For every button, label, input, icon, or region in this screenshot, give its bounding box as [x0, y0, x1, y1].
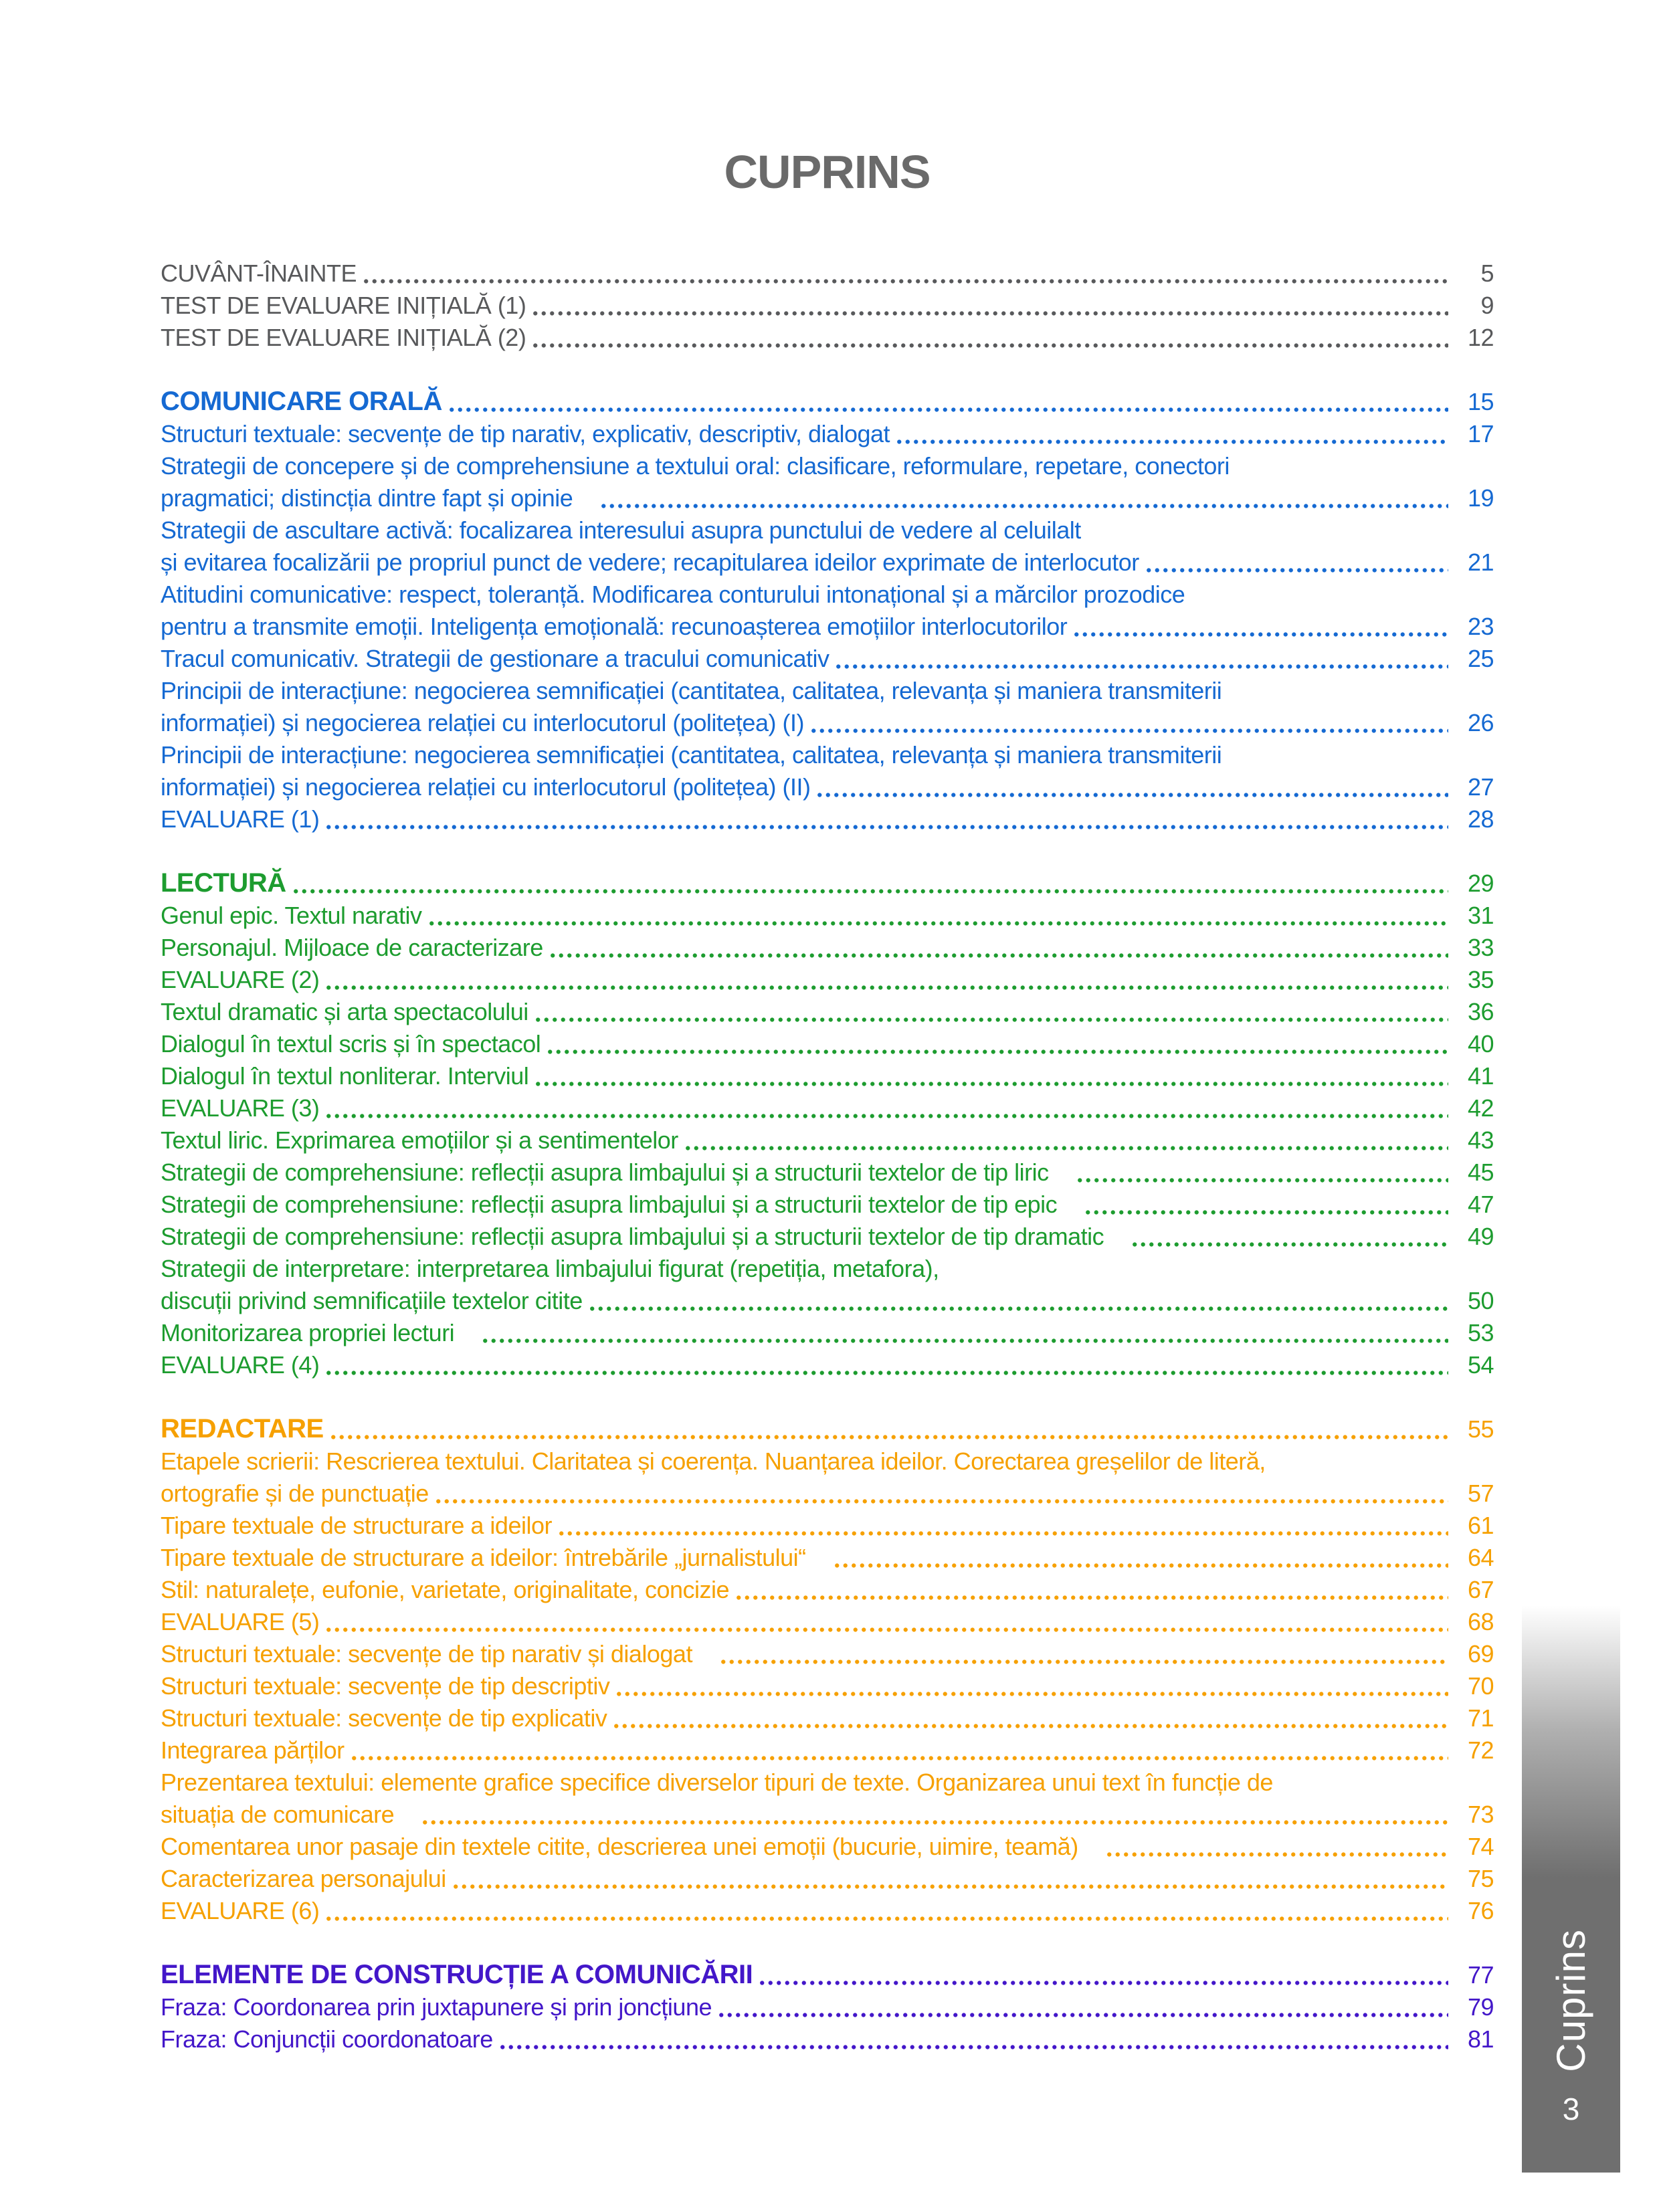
toc-entry-label: CUVÂNT-ÎNAINTE: [161, 260, 357, 287]
toc-entry-row: [161, 803, 1494, 835]
toc-entry-row: [161, 418, 1494, 450]
dots-leader: [684, 1146, 1448, 1150]
toc-entry-page: 81: [1467, 2025, 1494, 2053]
toc-entry-row: [161, 514, 1494, 546]
toc-entry-page: 41: [1467, 1062, 1494, 1090]
toc-entry-row: [161, 1445, 1494, 1478]
toc-entry-row: [161, 1157, 1494, 1189]
dots-leader: [329, 1435, 1448, 1439]
dots-leader: [1072, 632, 1448, 637]
toc-entry-page: 21: [1467, 548, 1494, 576]
toc-entry-row: [161, 739, 1494, 771]
toc-section-heading: [161, 385, 1494, 418]
toc-entry-row: [161, 1253, 1494, 1285]
toc-entry-row: [161, 1574, 1494, 1606]
toc-section-front-matter: [161, 258, 1494, 354]
dots-leader: [292, 889, 1448, 894]
toc-entry-label: Comentarea unor pasaje din textele citite, descrierea unei emoții (bucurie, uimire, teamă): [161, 1833, 1078, 1860]
toc-entry-page: 61: [1467, 1512, 1494, 1539]
toc-entry-row: [161, 482, 1494, 514]
toc-entry-row: [161, 1478, 1494, 1510]
toc-entry-row: [161, 1606, 1494, 1638]
dots-leader: [324, 1371, 1448, 1375]
dots-leader: [434, 1499, 1448, 1504]
toc-entry-row: [161, 1702, 1494, 1734]
toc-entry-label: Caracterizarea personajului: [161, 1865, 446, 1892]
toc-entry-page: 15: [1467, 388, 1494, 415]
toc-entry-row: [161, 322, 1494, 354]
toc-entry-row: [161, 1510, 1494, 1542]
toc-entry-page: 50: [1467, 1287, 1494, 1314]
toc-entry-label: situația de comunicare: [161, 1801, 395, 1828]
toc-entry-label: ELEMENTE DE CONSTRUCȚIE A COMUNICĂRII: [161, 1960, 753, 1989]
toc-entry-page: 5: [1480, 260, 1494, 287]
toc-section-redactare: [161, 1413, 1494, 1927]
toc-entry-page: 54: [1467, 1351, 1494, 1379]
sidebar-tab-label: Cuprins: [1549, 1929, 1593, 2072]
toc-entry-row: [161, 1092, 1494, 1124]
dots-leader: [719, 1660, 1448, 1664]
toc-entry-row: [161, 1317, 1494, 1349]
toc-entry-label: Tipare textuale de structurare a ideilor: [161, 1512, 552, 1539]
toc-entry-label: Atitudini comunicative: respect, toleranță. Modificarea conturului intonațional și a mărcilor prozodice: [161, 581, 1185, 608]
toc-section-heading: [161, 1958, 1494, 1991]
toc-entry-label: EVALUARE (4): [161, 1351, 320, 1379]
toc-entry-row: [161, 2023, 1494, 2055]
toc-entry-label: EVALUARE (3): [161, 1094, 320, 1122]
chapter-sidebar-tab: [1522, 1605, 1620, 2173]
toc-entry-label: Integrarea părților: [161, 1736, 345, 1764]
dots-leader: [549, 953, 1448, 958]
toc-entry-label: Fraza: Coordonarea prin juxtapunere și prin joncțiune: [161, 1993, 712, 2021]
dots-leader: [1076, 1178, 1448, 1183]
toc-entry-row: [161, 1221, 1494, 1253]
toc-entry-label: Strategii de comprehensiune: reflecții asupra limbajului și a structurii textelor de tip liric: [161, 1159, 1049, 1186]
toc-entry-row: [161, 450, 1494, 482]
toc-entry-page: 27: [1467, 773, 1494, 801]
toc-entry-row: [161, 290, 1494, 322]
toc-entry-page: 43: [1467, 1126, 1494, 1154]
toc-entry-row: [161, 675, 1494, 707]
toc-entry-page: 33: [1467, 934, 1494, 961]
toc-entry-label: Etapele scrierii: Rescrierea textului. Claritatea și coerența. Nuanțarea ideilor. Corectarea greșelilor de literă,: [161, 1447, 1266, 1475]
toc-entry-label: EVALUARE (2): [161, 966, 320, 993]
toc-entry-page: 76: [1467, 1897, 1494, 1924]
toc-entry-label: Tipare textuale de structurare a ideilor: întrebările „jurnalistului“: [161, 1544, 806, 1571]
dots-leader: [546, 1049, 1448, 1054]
dots-leader: [481, 1338, 1448, 1343]
dots-leader: [833, 1563, 1448, 1568]
dots-leader: [324, 825, 1448, 829]
toc-entry-label: Principii de interacțiune: negocierea semnificației (cantitatea, calitatea, relevanța și maniera transmiterii: [161, 741, 1222, 769]
toc-entry-label: TEST DE EVALUARE INIȚIALĂ (2): [161, 324, 526, 351]
toc-entry-label: Fraza: Conjuncții coordonatoare: [161, 2025, 493, 2053]
toc-entry-row: [161, 1895, 1494, 1927]
toc-entry-label: EVALUARE (1): [161, 805, 320, 833]
toc-entry-page: 25: [1467, 645, 1494, 672]
toc-entry-page: 40: [1467, 1030, 1494, 1058]
toc-entry-row: [161, 1670, 1494, 1702]
dots-leader: [421, 1820, 1448, 1825]
toc-entry-label: și evitarea focalizării pe propriul punct de vedere; recapitularea ideilor exprimate de interlocutor: [161, 548, 1139, 576]
toc-entry-page: 69: [1467, 1640, 1494, 1668]
toc-entry-row: [161, 1028, 1494, 1060]
toc-entry-label: Stil: naturalețe, eufonie, varietate, originalitate, concizie: [161, 1576, 730, 1603]
toc-entry-page: 31: [1467, 902, 1494, 929]
toc-entry-label: REDACTARE: [161, 1414, 324, 1443]
toc-entry-row: [161, 1349, 1494, 1381]
dots-leader: [498, 2045, 1448, 2049]
dots-leader: [452, 1884, 1448, 1889]
dots-leader: [815, 793, 1448, 797]
toc-entry-row: [161, 1124, 1494, 1157]
toc-entry-row: [161, 1285, 1494, 1317]
toc-entry-label: pentru a transmite emoții. Inteligența emoțională: recunoașterea emoțiilor interlocutorilor: [161, 613, 1068, 640]
toc-entry-label: Strategii de comprehensiune: reflecții asupra limbajului și a structurii textelor de tip epic: [161, 1191, 1058, 1218]
dots-leader: [448, 407, 1448, 412]
toc-entry-label: ortografie și de punctuație: [161, 1480, 429, 1507]
toc-entry-page: 23: [1467, 613, 1494, 640]
toc-entry-label: Structuri textuale: secvențe de tip narativ și dialogat: [161, 1640, 692, 1668]
toc-entry-page: 47: [1467, 1191, 1494, 1218]
toc-section-lectura: [161, 867, 1494, 1381]
toc-entry-page: 74: [1467, 1833, 1494, 1860]
toc-entry-row: [161, 771, 1494, 803]
toc-entry-page: 70: [1467, 1672, 1494, 1700]
toc-entry-label: informației) și negocierea relației cu interlocutorul (politețea) (I): [161, 709, 804, 736]
dots-leader: [615, 1692, 1448, 1696]
page-title: CUPRINS: [724, 146, 931, 198]
toc-entry-label: TEST DE EVALUARE INIȚIALĂ (1): [161, 292, 526, 319]
toc-entry-row: [161, 1831, 1494, 1863]
toc-entry-label: Genul epic. Textul narativ: [161, 902, 422, 929]
toc-section-heading: [161, 867, 1494, 900]
dots-leader: [324, 985, 1448, 990]
toc-entry-page: 49: [1467, 1223, 1494, 1250]
toc-entry-label: Strategii de comprehensiune: reflecții asupra limbajului și a structurii textelor de tip dramatic: [161, 1223, 1104, 1250]
toc-entry-label: pragmatici; distincția dintre fapt și opinie: [161, 484, 573, 512]
dots-leader: [895, 439, 1448, 444]
toc: [161, 258, 1494, 2055]
dots-leader: [1131, 1242, 1448, 1247]
toc-entry-row: [161, 932, 1494, 964]
dots-leader: [717, 2013, 1448, 2017]
toc-entry-page: 28: [1467, 805, 1494, 833]
toc-entry-page: 9: [1480, 292, 1494, 319]
toc-entry-label: Dialogul în textul scris și în spectacol: [161, 1030, 541, 1058]
dots-leader: [599, 504, 1448, 508]
toc-entry-page: 72: [1467, 1736, 1494, 1764]
toc-entry-page: 73: [1467, 1801, 1494, 1828]
dots-leader: [362, 279, 1448, 284]
toc-entry-page: 12: [1467, 324, 1494, 351]
toc-section-elemente-de-constructie: [161, 1958, 1494, 2055]
toc-entry-row: [161, 1799, 1494, 1831]
toc-entry-row: [161, 1734, 1494, 1767]
toc-entry-label: Dialogul în textul nonliterar. Interviul: [161, 1062, 529, 1090]
toc-entry-label: Personajul. Mijloace de caracterizare: [161, 934, 543, 961]
toc-entry-label: Monitorizarea propriei lecturi: [161, 1319, 455, 1346]
toc-entry-row: [161, 546, 1494, 579]
toc-entry-page: 71: [1467, 1704, 1494, 1732]
dots-leader: [758, 1981, 1448, 1985]
toc-entry-page: 64: [1467, 1544, 1494, 1571]
dots-leader: [324, 1627, 1448, 1632]
toc-entry-page: 19: [1467, 484, 1494, 512]
dots-leader: [1084, 1210, 1448, 1215]
toc-section-heading: [161, 1413, 1494, 1445]
dots-leader: [612, 1724, 1448, 1728]
toc-entry-page: 36: [1467, 998, 1494, 1025]
toc-entry-page: 67: [1467, 1576, 1494, 1603]
dots-leader: [557, 1531, 1448, 1536]
dots-leader: [735, 1595, 1448, 1600]
toc-entry-label: Principii de interacțiune: negocierea semnificației (cantitatea, calitatea, relevanța și maniera transmiterii: [161, 677, 1222, 704]
toc-entry-row: [161, 1863, 1494, 1895]
dots-leader: [350, 1756, 1448, 1761]
toc-entry-page: 29: [1467, 870, 1494, 897]
toc-entry-page: 53: [1467, 1319, 1494, 1346]
toc-entry-label: Structuri textuale: secvențe de tip explicativ: [161, 1704, 607, 1732]
toc-entry-page: 79: [1467, 1993, 1494, 2021]
dots-leader: [1105, 1852, 1448, 1857]
toc-entry-page: 45: [1467, 1159, 1494, 1186]
toc-entry-row: [161, 1060, 1494, 1092]
toc-entry-label: Prezentarea textului: elemente grafice specifice diverselor tipuri de texte. Organizarea unui text în funcție de: [161, 1769, 1273, 1796]
dots-leader: [588, 1306, 1448, 1311]
toc-entry-page: 77: [1467, 1961, 1494, 1989]
toc-entry-row: [161, 900, 1494, 932]
dots-leader: [427, 921, 1448, 926]
toc-entry-label: Tracul comunicativ. Strategii de gestionare a tracului comunicativ: [161, 645, 830, 672]
toc-entry-label: LECTURĂ: [161, 868, 286, 898]
toc-entry-page: 55: [1467, 1415, 1494, 1443]
dots-leader: [324, 1916, 1448, 1921]
toc-entry-row: [161, 611, 1494, 643]
toc-entry-page: 17: [1467, 420, 1494, 447]
toc-entry-label: Structuri textuale: secvențe de tip narativ, explicativ, descriptiv, dialogat: [161, 420, 890, 447]
toc-entry-row: [161, 996, 1494, 1028]
toc-entry-page: 57: [1467, 1480, 1494, 1507]
dots-leader: [534, 1017, 1448, 1022]
toc-content: [161, 148, 1494, 2055]
toc-entry-label: informației) și negocierea relației cu interlocutorul (politețea) (II): [161, 773, 811, 801]
toc-entry-label: Textul dramatic și arta spectacolului: [161, 998, 528, 1025]
toc-entry-page: 42: [1467, 1094, 1494, 1122]
toc-entry-row: [161, 258, 1494, 290]
toc-entry-row: [161, 964, 1494, 996]
dots-leader: [531, 311, 1448, 316]
dots-leader: [1145, 568, 1448, 573]
dots-leader: [531, 343, 1448, 348]
toc-entry-row: [161, 643, 1494, 675]
page-number: 3: [1562, 2092, 1580, 2126]
toc-entry-label: Textul liric. Exprimarea emoțiilor și a sentimentelor: [161, 1126, 678, 1154]
toc-entry-label: Strategii de concepere și de comprehensiune a textului oral: clasificare, reformulare, repetare, conectori: [161, 452, 1230, 480]
toc-entry-row: [161, 1991, 1494, 2023]
sidebar-label-wrap: [1522, 1929, 1620, 2072]
toc-entry-row: [161, 1638, 1494, 1670]
toc-entry-row: [161, 1189, 1494, 1221]
toc-section-comunicare-orala: [161, 385, 1494, 835]
toc-entry-label: Strategii de interpretare: interpretarea limbajului figurat (repetiția, metafora),: [161, 1255, 939, 1282]
toc-entry-row: [161, 1542, 1494, 1574]
toc-entry-row: [161, 707, 1494, 739]
toc-entry-row: [161, 1767, 1494, 1799]
toc-entry-label: COMUNICARE ORALĂ: [161, 387, 442, 416]
toc-entry-label: Strategii de ascultare activă: focalizarea interesului asupra punctului de vedere al celuilalt: [161, 516, 1081, 544]
toc-entry-row: [161, 579, 1494, 611]
dots-leader: [809, 728, 1448, 733]
toc-entry-label: EVALUARE (6): [161, 1897, 320, 1924]
toc-entry-page: 75: [1467, 1865, 1494, 1892]
toc-entry-page: 26: [1467, 709, 1494, 736]
toc-entry-label: EVALUARE (5): [161, 1608, 320, 1635]
dots-leader: [534, 1082, 1448, 1086]
dots-leader: [834, 664, 1448, 669]
dots-leader: [324, 1114, 1448, 1118]
toc-entry-label: discuții privind semnificațiile textelor citite: [161, 1287, 583, 1314]
toc-entry-page: 68: [1467, 1608, 1494, 1635]
toc-entry-label: Structuri textuale: secvențe de tip descriptiv: [161, 1672, 610, 1700]
toc-entry-page: 35: [1467, 966, 1494, 993]
